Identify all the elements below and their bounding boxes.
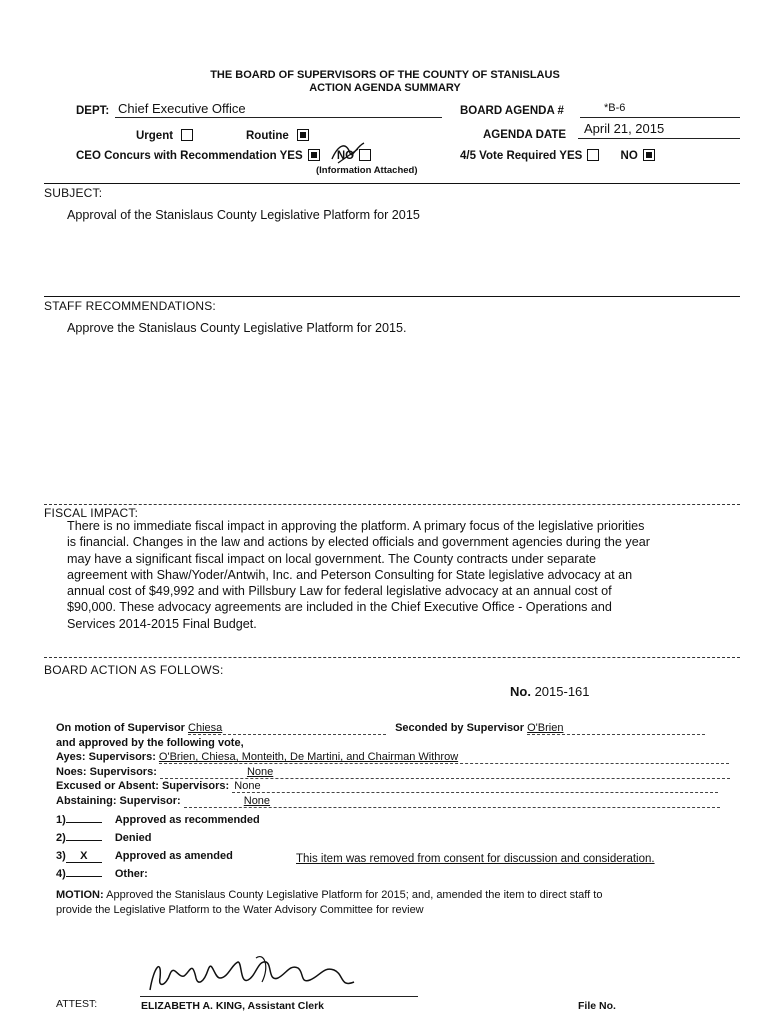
- abstaining-label: Abstaining: Supervisor:: [56, 795, 181, 807]
- amended-note: This item was removed from consent for discussion and consideration.: [296, 853, 655, 865]
- abstaining-row: [56, 795, 720, 808]
- agenda-date-underline: [578, 138, 740, 139]
- board-action-number: No. 2015-161: [510, 684, 590, 699]
- subject-label: SUBJECT:: [44, 186, 103, 200]
- noes-label: Noes: Supervisors:: [56, 766, 157, 778]
- board-action-label: BOARD ACTION AS FOLLOWS:: [44, 663, 224, 677]
- option-row[interactable]: 1) Approved as recommended: [56, 814, 260, 826]
- option-row[interactable]: 2) Denied: [56, 832, 152, 844]
- vote45-no-checkbox[interactable]: [643, 149, 655, 161]
- fiscal-line: Services 2014-2015 Final Budget.: [67, 616, 257, 631]
- option-row[interactable]: 3) X Approved as amended: [56, 850, 233, 862]
- noes-row: [56, 766, 730, 779]
- approved-vote-line: and approved by the following vote,: [56, 737, 244, 749]
- ayes-value: O'Brien, Chiesa, Monteith, De Martini, and Chairman Withrow: [158, 751, 459, 763]
- vote45-no-label: NO: [620, 150, 638, 162]
- board-agenda-label: BOARD AGENDA #: [460, 105, 564, 117]
- urgent-option[interactable]: [136, 129, 193, 142]
- motion-row: [56, 722, 705, 735]
- document-subtitle: ACTION AGENDA SUMMARY: [309, 82, 461, 94]
- motion-value: Chiesa: [188, 722, 223, 734]
- board-action-number-value: 2015-161: [534, 684, 590, 699]
- motion-text-line2: provide the Legislative Platform to the Water Advisory Committee for review: [56, 904, 424, 916]
- fiscal-text: [67, 518, 747, 632]
- dept-underline: [115, 117, 442, 118]
- fiscal-line: may have a significant fiscal impact on local government. The County contracts under separate: [67, 551, 596, 566]
- board-agenda-underline: [580, 117, 740, 118]
- signature: [140, 948, 380, 1000]
- motion-text-row: [56, 889, 602, 901]
- routine-label: Routine: [246, 130, 289, 142]
- fiscal-line: is financial. Changes in the law and actions by elected officials and government agencies during the year: [67, 535, 650, 550]
- staff-divider: [44, 296, 740, 297]
- urgent-checkbox[interactable]: [181, 129, 193, 141]
- ceo-note: (Information Attached): [316, 165, 418, 176]
- agenda-date-value[interactable]: April 21, 2015: [584, 121, 665, 136]
- routine-checkbox[interactable]: [297, 129, 309, 141]
- file-no-label: File No.: [578, 1000, 616, 1012]
- fiscal-line: agreement with Shaw/Yoder/Antwih, Inc. and Peterson Consulting for State legislative advocacy at an: [67, 567, 633, 582]
- ceo-concurs-row: [76, 149, 371, 162]
- motion-text-label: MOTION:: [56, 889, 104, 901]
- ceo-initials-mark: [328, 137, 368, 167]
- option-3-mark: X: [66, 850, 102, 863]
- fiscal-line: $90,000. These advocacy agreements are included in the Chief Executive Office - Operations and: [67, 600, 612, 615]
- abstaining-value: None: [243, 795, 271, 807]
- option-row[interactable]: 4) Other:: [56, 868, 148, 880]
- seconded-value: O'Brien: [527, 722, 564, 734]
- dept-label: DEPT:: [76, 105, 110, 117]
- attest-label: ATTEST:: [56, 998, 98, 1010]
- agenda-date-label: AGENDA DATE: [483, 129, 567, 141]
- seconded-label: Seconded by Supervisor: [395, 722, 525, 734]
- ayes-label: Ayes: Supervisors:: [56, 751, 156, 763]
- signer-name: ELIZABETH A. KING, Assistant Clerk: [141, 1000, 325, 1012]
- noes-value: None: [246, 766, 274, 778]
- document-title: THE BOARD OF SUPERVISORS OF THE COUNTY OF STANISLAUS: [210, 69, 560, 81]
- staff-text: Approve the Stanislaus County Legislative Platform for 2015.: [67, 321, 407, 335]
- motion-label: On motion of Supervisor: [56, 722, 185, 734]
- vote45-label: 4/5 Vote Required: [460, 150, 557, 162]
- vote45-yes-label: YES: [559, 150, 583, 162]
- staff-label: STAFF RECOMMENDATIONS:: [44, 299, 216, 313]
- fiscal-line: annual cost of $49,992 and with Pillsbury Law for federal legislative advocacy at an annual cost of: [67, 584, 612, 599]
- routine-option[interactable]: [246, 129, 309, 142]
- ceo-yes-checkbox[interactable]: [308, 149, 320, 161]
- ayes-row: [56, 751, 729, 764]
- subject-divider: [44, 183, 740, 184]
- excused-label: Excused or Absent: Supervisors:: [56, 780, 230, 792]
- ceo-concurs-label: CEO Concurs with Recommendation: [76, 150, 277, 162]
- excused-row: [56, 780, 718, 793]
- dept-value[interactable]: Chief Executive Office: [118, 101, 246, 116]
- board-action-divider: [44, 657, 740, 658]
- excused-value: None: [234, 780, 261, 792]
- urgent-label: Urgent: [136, 130, 174, 142]
- board-agenda-value[interactable]: *B-6: [604, 102, 626, 114]
- vote45-yes-checkbox[interactable]: [587, 149, 599, 161]
- fiscal-divider: [44, 504, 740, 505]
- ceo-yes-label: YES: [279, 150, 303, 162]
- fiscal-label: FISCAL IMPACT:: [44, 506, 139, 520]
- fiscal-line: There is no immediate fiscal impact in approving the platform. A primary focus of the legislative priorities: [67, 519, 645, 533]
- motion-text-line1: Approved the Stanislaus County Legislative Platform for 2015; and, amended the item to direct staff to: [106, 889, 603, 901]
- subject-text: Approval of the Stanislaus County Legislative Platform for 2015: [67, 208, 420, 222]
- ceo-no-label: NO: [336, 150, 355, 162]
- signature-line: [140, 996, 418, 997]
- vote45-row: [460, 149, 655, 162]
